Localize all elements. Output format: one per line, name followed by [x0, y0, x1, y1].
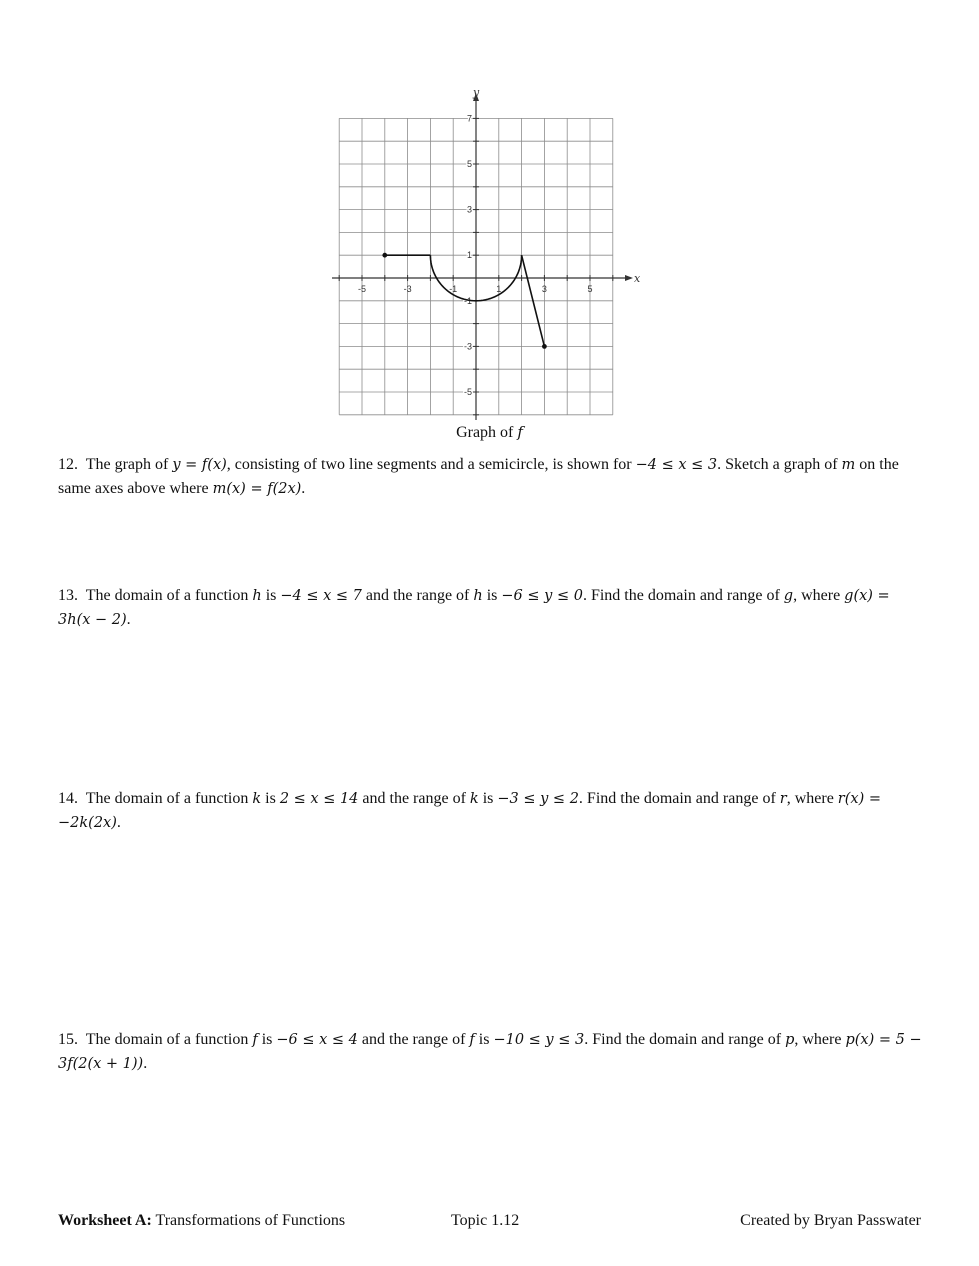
problem-number: 12.: [58, 456, 78, 473]
coordinate-grid: [300, 82, 660, 422]
y-tick-label: 7: [466, 113, 472, 124]
worksheet-title: Transformations of Functions: [151, 1212, 346, 1229]
problem-number: 15.: [58, 1031, 78, 1048]
worksheet-label: Worksheet A:: [58, 1212, 152, 1229]
y-tick-label: 3: [466, 204, 472, 215]
problem-12: 12. The graph of y = f(x), consisting of two line segments and a semicircle, is shown for −4 ≤ x ≤ 3. Sketch a graph of m on the same axes above where m(x) = f(2x).: [58, 456, 899, 497]
graph-endpoint: [542, 344, 547, 349]
caption-prefix: Graph of: [456, 424, 514, 441]
x-tick-label: 1: [496, 284, 502, 294]
x-axis-arrow: [625, 275, 633, 281]
footer-author: Created by Bryan Passwater: [740, 1212, 921, 1229]
graph-figure: [300, 82, 660, 422]
y-tick-label: -1: [463, 295, 472, 306]
caption-function-name: f: [517, 423, 523, 441]
problem-13: 13. The domain of a function h is −4 ≤ x ≤ 7 and the range of h is −6 ≤ y ≤ 0. Find the domain and range of g, where g(x) = 3h(x − 2).: [58, 587, 890, 628]
page-footer: [58, 1212, 921, 1232]
footer-topic: Topic 1.12: [451, 1212, 520, 1229]
x-axis-label: x: [634, 272, 641, 285]
axes: [332, 86, 641, 420]
y-tick-label: -5: [463, 387, 472, 397]
x-tick-label: -5: [357, 284, 367, 294]
x-tick-label: 5: [587, 284, 593, 294]
y-tick-label: -3: [463, 341, 472, 352]
problem-number: 14.: [58, 790, 78, 807]
problem-14: 14. The domain of a function k is 2 ≤ x ≤ 14 and the range of k is −3 ≤ y ≤ 2. Find the domain and range of r, where r(x) = −2k(2x).: [58, 790, 881, 831]
y-tick-label: 5: [466, 159, 472, 169]
y-tick-label: 1: [466, 250, 472, 261]
x-tick-label: -3: [403, 284, 412, 294]
problem-number: 13.: [58, 587, 78, 604]
problem-15: 15. The domain of a function f is −6 ≤ x ≤ 4 and the range of f is −10 ≤ y ≤ 3. Find the domain and range of p, where p(x) = 5 − 3f(2(x + 1)).: [58, 1031, 922, 1072]
y-axis-label: y: [473, 86, 480, 99]
graph-caption: [0, 423, 979, 442]
graph-endpoint: [382, 253, 387, 258]
footer-worksheet: [58, 1212, 345, 1230]
x-tick-label: 3: [541, 284, 547, 294]
x-tick-label: -1: [449, 284, 458, 294]
